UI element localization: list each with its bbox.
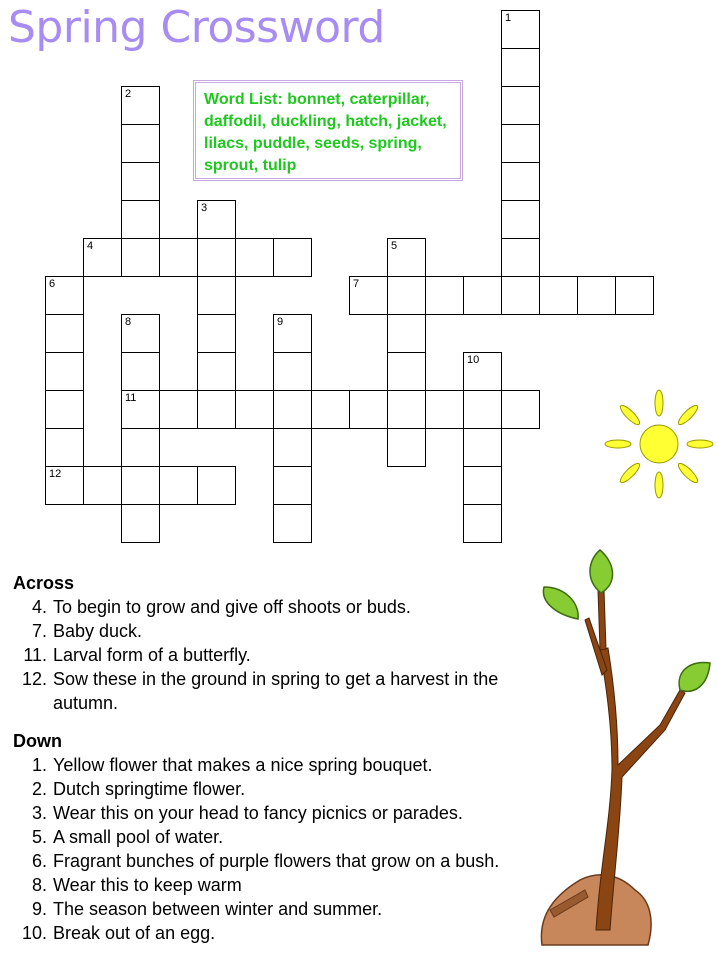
grid-cell[interactable] [615,276,654,315]
grid-cell[interactable] [121,314,160,353]
grid-cell[interactable] [387,314,426,353]
page-title: Spring Crossword [8,2,385,53]
grid-cell[interactable] [159,466,198,505]
grid-cell[interactable] [387,276,426,315]
grid-cell[interactable] [83,466,122,505]
leaf-right [679,662,710,691]
grid-cell[interactable] [577,276,616,315]
sapling-illustration [530,545,715,955]
grid-cell[interactable] [463,390,502,429]
grid-cell[interactable] [197,390,236,429]
grid-cell[interactable] [273,428,312,467]
clue-down-1 [13,753,553,777]
grid-cell[interactable] [273,314,312,353]
grid-cell[interactable] [235,390,274,429]
clue-text: Dutch springtime flower. [53,779,246,799]
grid-cell[interactable] [501,276,540,315]
grid-cell[interactable] [501,200,540,239]
grid-cell[interactable] [501,124,540,163]
tree-branch-top [598,590,606,650]
clue-number-label: 5 [391,240,398,252]
grid-cell[interactable] [463,352,502,391]
clue-text: The season between winter and summer. [53,899,383,919]
grid-cell[interactable] [273,352,312,391]
clue-across-7 [13,619,553,643]
grid-cell[interactable] [197,276,236,315]
clues-section [13,571,553,945]
grid-cell[interactable] [387,352,426,391]
grid-cell[interactable] [45,390,84,429]
grid-cell[interactable] [121,200,160,239]
clue-number: 11. [23,645,47,665]
grid-cell[interactable] [159,238,198,277]
grid-cell[interactable] [501,86,540,125]
grid-cell[interactable] [197,352,236,391]
grid-cell[interactable] [45,352,84,391]
clue-number-label: 7 [353,278,360,290]
grid-cell[interactable] [121,466,160,505]
sun-illustration [600,385,718,503]
clue-text: Larval form of a butterfly. [53,645,251,665]
grid-cell[interactable] [501,390,540,429]
word-list-words: bonnet, caterpillar, daffodil, duckling, hatch, jacket, lilacs, puddle, seeds, spring, sprout, tulip [204,91,447,174]
grid-cell[interactable] [121,124,160,163]
clue-text: Wear this to keep warm [53,875,242,895]
clue-down-8 [13,873,553,897]
clue-across-4 [13,595,553,619]
clue-number: 5. [31,827,47,847]
clue-number: 9. [31,899,47,919]
clue-text: Wear this on your head to fancy picnics or parades. [53,803,463,823]
clue-text: Baby duck. [53,621,143,641]
grid-cell[interactable] [387,238,426,277]
grid-cell[interactable] [463,466,502,505]
clue-down-6 [13,849,553,873]
clue-number-label: 2 [125,88,132,100]
across-heading: Across [13,573,75,593]
clue-down-9 [13,897,553,921]
clue-down-3 [13,801,553,825]
clue-number: 1. [31,755,47,775]
clue-text: Fragrant bunches of purple flowers that grow on a bush. [53,851,500,871]
grid-cell[interactable] [463,428,502,467]
grid-cell[interactable] [425,276,464,315]
grid-cell[interactable] [197,238,236,277]
leaf-top [590,550,613,593]
clue-number: 12. [21,669,47,689]
grid-cell[interactable] [45,314,84,353]
down-heading: Down [13,731,62,751]
grid-cell[interactable] [311,390,350,429]
grid-cell[interactable] [273,504,312,543]
clue-across-11 [13,643,553,667]
grid-cell[interactable] [387,428,426,467]
grid-cell[interactable] [387,390,426,429]
clue-text: A small pool of water. [53,827,224,847]
grid-cell[interactable] [121,162,160,201]
grid-cell[interactable] [197,200,236,239]
clue-number-label: 12 [49,468,62,480]
grid-cell[interactable] [425,390,464,429]
sun-core [640,425,678,463]
clue-number: 8. [31,875,47,895]
grid-cell[interactable] [83,238,122,277]
grid-cell[interactable] [121,504,160,543]
grid-cell[interactable] [501,10,540,49]
grid-cell[interactable] [121,352,160,391]
clue-down-2 [13,777,553,801]
grid-cell[interactable] [45,428,84,467]
grid-cell[interactable] [349,390,388,429]
grid-cell[interactable] [501,162,540,201]
leaf-left [543,587,578,619]
clue-text: Break out of an egg. [53,923,216,943]
clue-number-label: 9 [277,316,284,328]
tree-trunk [596,648,685,930]
grid-cell[interactable] [539,276,578,315]
grid-cell[interactable] [45,276,84,315]
clue-text: Yellow flower that makes a nice spring bouquet. [53,755,433,775]
grid-cell[interactable] [121,86,160,125]
clue-number-label: 6 [49,278,56,290]
clue-number-label: 1 [505,12,512,24]
clue-number: 6. [31,851,47,871]
clue-text: To begin to grow and give off shoots or buds. [53,597,411,617]
grid-cell[interactable] [273,390,312,429]
grid-cell[interactable] [121,390,160,429]
clue-number-label: 11 [125,392,137,404]
clue-number: 3. [31,803,47,823]
clue-number: 4. [31,597,47,617]
grid-cell[interactable] [197,314,236,353]
clue-number: 7. [31,621,47,641]
grid-cell[interactable] [121,238,160,277]
clue-text: Sow these in the ground in spring to get a harvest in the autumn. [53,669,499,713]
clue-number-label: 10 [467,354,480,366]
clue-number-label: 4 [87,240,94,252]
clue-down-5 [13,825,553,849]
grid-cell[interactable] [273,466,312,505]
grid-cell[interactable] [273,238,312,277]
grid-cell[interactable] [197,466,236,505]
grid-cell[interactable] [501,48,540,87]
clue-down-10 [13,921,553,945]
clue-number: 2. [31,779,47,799]
clue-number-label: 3 [201,202,208,214]
clue-number: 10. [21,923,47,943]
clue-number-label: 8 [125,316,132,328]
grid-cell[interactable] [45,466,84,505]
word-list-label: Word List: [204,91,283,108]
grid-cell[interactable] [159,390,198,429]
grid-cell[interactable] [121,428,160,467]
grid-cell[interactable] [349,276,388,315]
grid-cell[interactable] [463,504,502,543]
clue-across-12 [13,667,553,715]
grid-cell[interactable] [235,238,274,277]
grid-cell[interactable] [501,238,540,277]
grid-cell[interactable] [463,276,502,315]
